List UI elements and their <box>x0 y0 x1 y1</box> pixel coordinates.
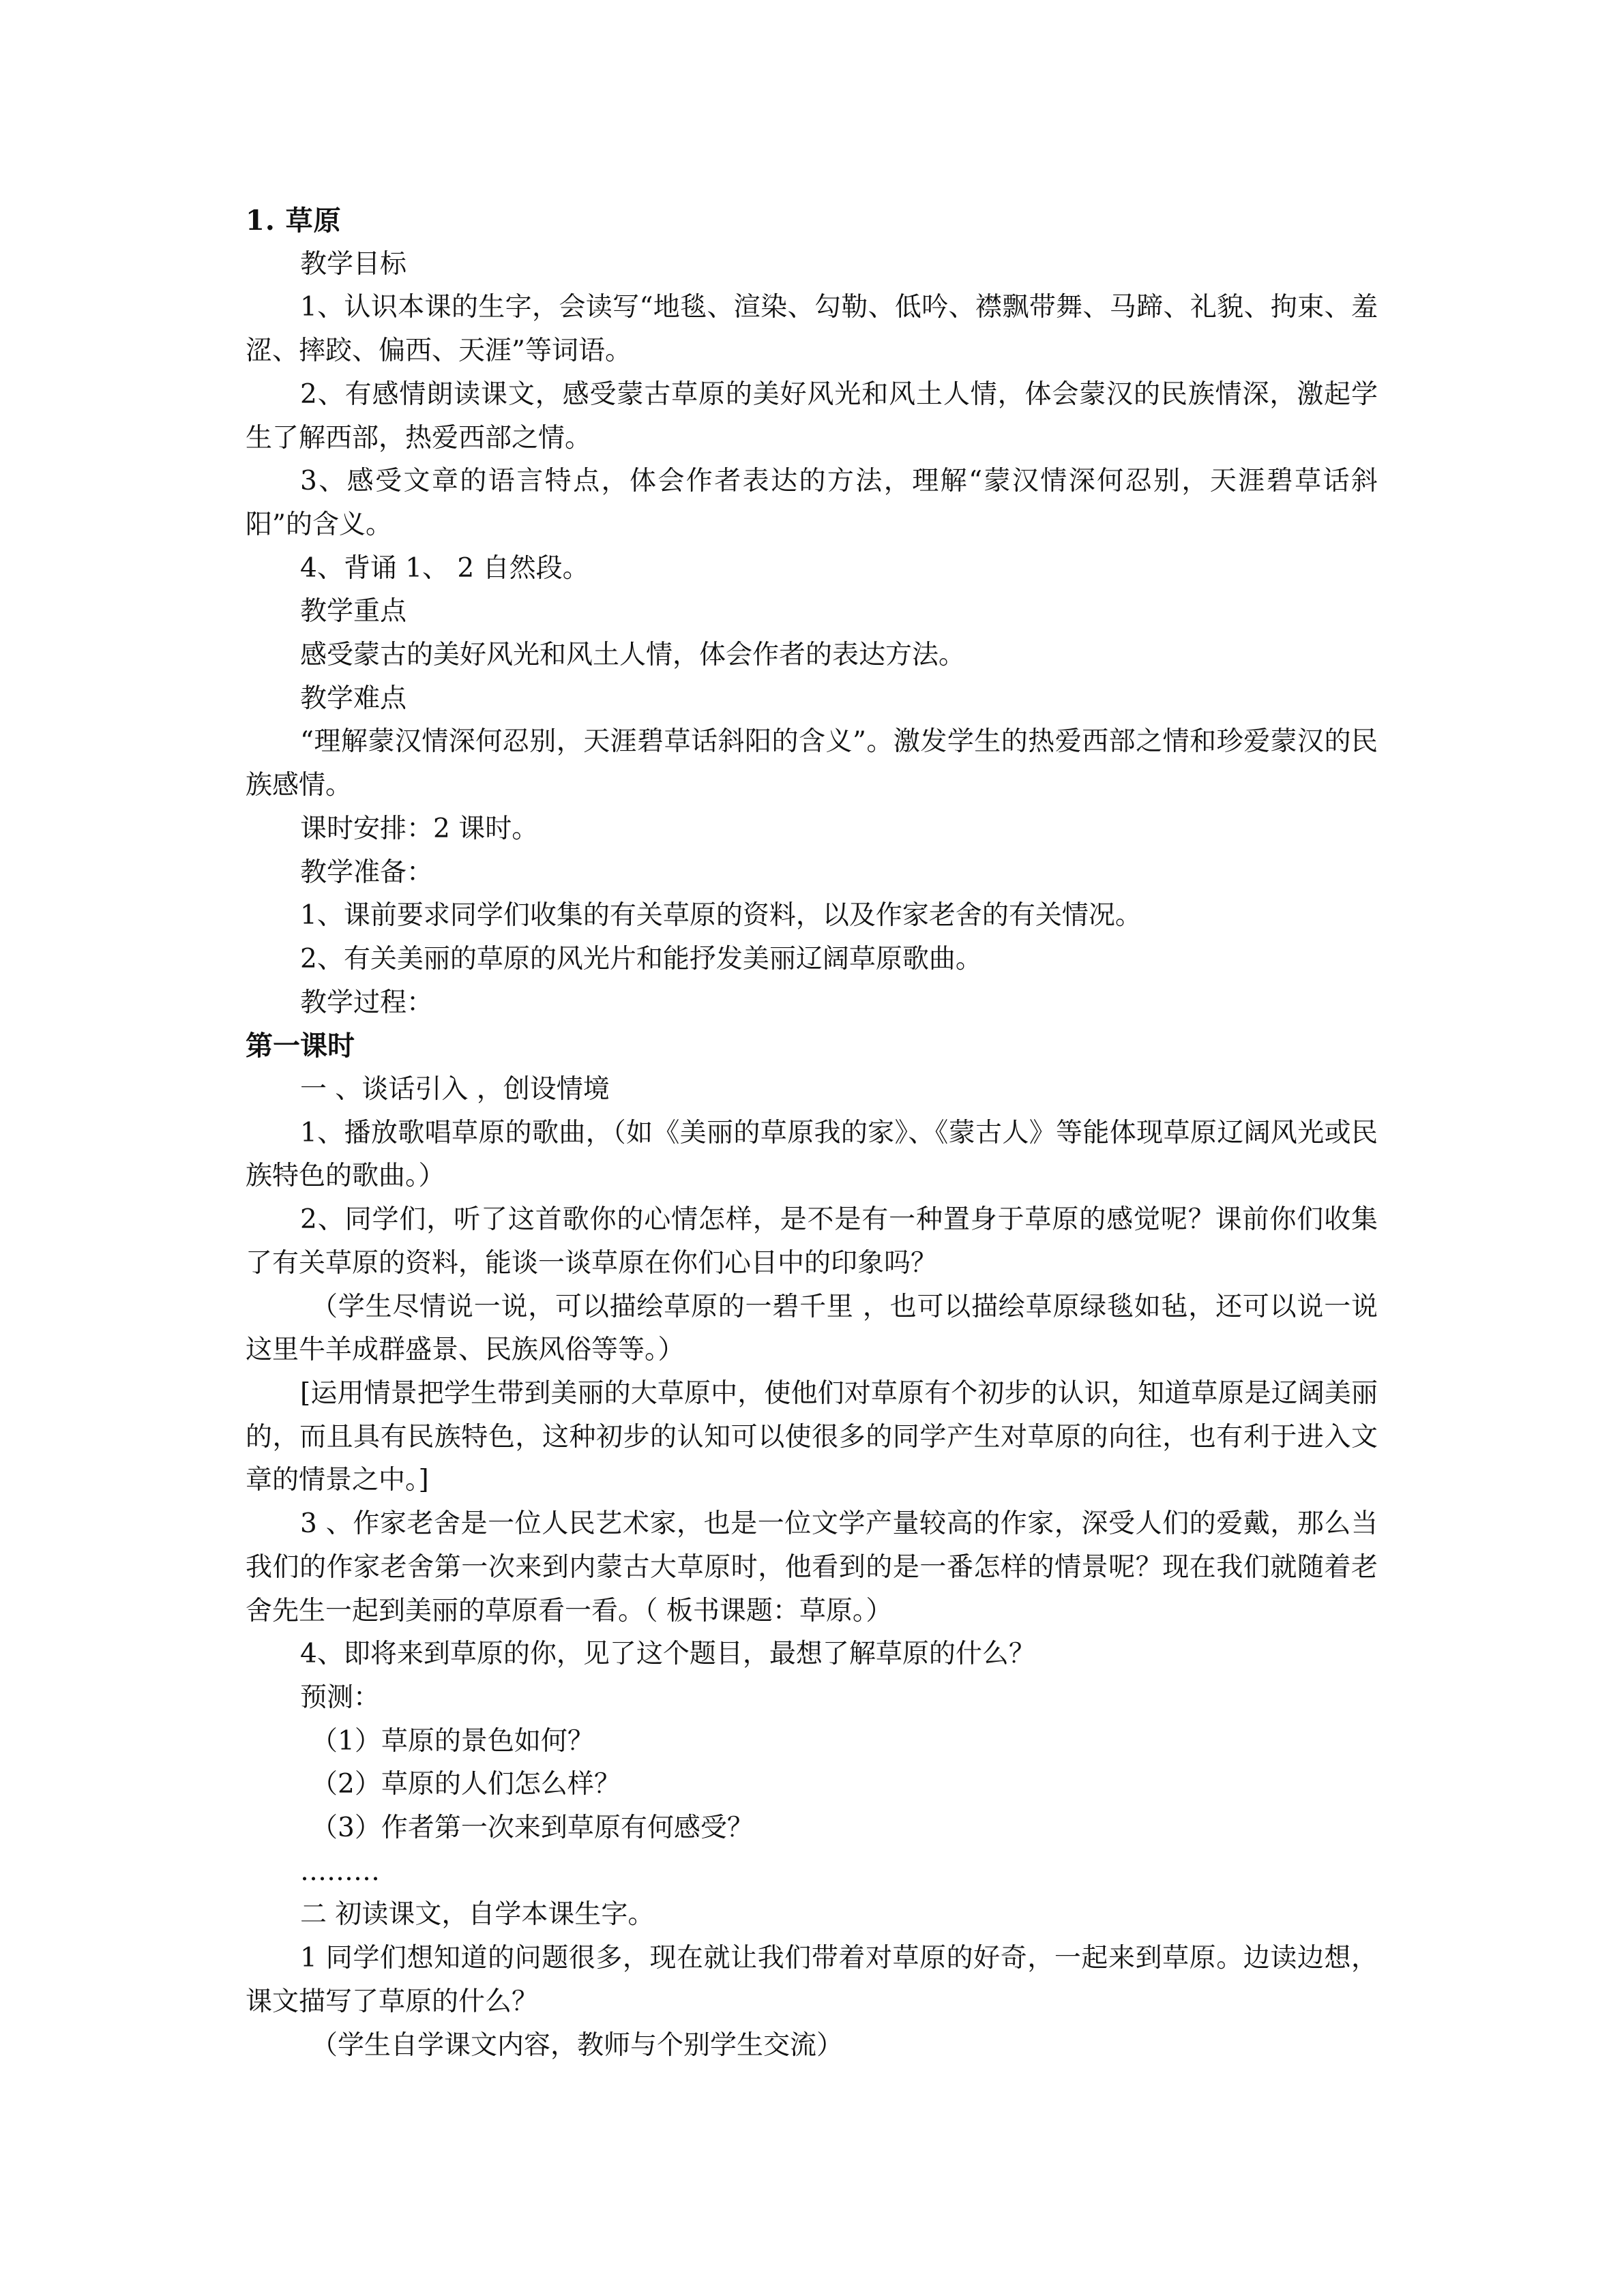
goal-2: 2、有感情朗读课文，感受蒙古草原的美好风光和风土人情，体会蒙汉的民族情深，激起学生了解西部，热爱西部之情。 <box>246 378 1378 453</box>
preparation-heading: 教学准备： <box>300 856 434 888</box>
ellipsis: ……… <box>300 1855 380 1887</box>
goal-4: 4、背诵 1、 2 自然段。 <box>300 552 589 584</box>
step-1-3: 3 、作家老舍是一位人民艺术家，也是一位文学产量较高的作家，深受人们的爱戴，那么当我们的作家老舍第一次来到内蒙古大草原时，他看到的是一番怎样的情景呢？现在我们就随着老舍先生一起到美丽的草原看一看。（ 板书课题：草原。） <box>246 1508 1378 1626</box>
step-1-heading: 一 、谈话引入 ，创设情境 <box>300 1074 610 1105</box>
prediction-3: （3）作者第一次来到草原有何感受？ <box>311 1813 754 1844</box>
goals-heading: 教学目标 <box>300 248 407 280</box>
key-points-text: 感受蒙古的美好风光和风土人情，体会作者的表达方法。 <box>300 640 966 671</box>
preparation-1: 1、课前要求同学们收集的有关草原的资料，以及作家老舍的有关情况。 <box>300 900 1142 931</box>
section-title-first-lesson: 第一课时 <box>246 1030 355 1062</box>
step-1-comment: [运用情景把学生带到美丽的大草原中，使他们对草原有个初步的认识，知道草原是辽阔美丽的，而且具有民族特色，这种初步的认知可以使很多的同学产生对草原的向往，也有利于进入文章的情景之中。] <box>246 1377 1378 1496</box>
step-1-2-note: （学生尽情说一说，可以描绘草原的一碧千里 ，也可以描绘草原绿毯如毡，还可以说一说这里牛羊成群盛景、民族风俗等等。） <box>246 1291 1378 1366</box>
goal-1: 1、认识本课的生字，会读写“地毯、渲染、勾勒、低吟、襟飘带舞、马蹄、礼貌、拘束、羞涩、摔跤、偏西、天涯”等词语。 <box>246 292 1378 367</box>
difficulty-heading: 教学难点 <box>300 683 407 714</box>
prediction-2: （2）草原的人们怎么样？ <box>311 1769 621 1800</box>
document-title: 1. 草原 <box>246 205 342 237</box>
goal-3: 3、感受文章的语言特点，体会作者表达的方法，理解“蒙汉情深何忍别，天涯碧草话斜阳”的含义。 <box>246 466 1378 540</box>
step-2-heading: 二 初读课文，自学本课生字。 <box>300 1899 655 1930</box>
difficulty-text: “理解蒙汉情深何忍别，天涯碧草话斜阳的含义”。激发学生的热爱西部之情和珍爱蒙汉的民族感情。 <box>246 726 1378 801</box>
step-1-2: 2、同学们，听了这首歌你的心情怎样，是不是有一种置身于草原的感觉呢？课前你们收集了有关草原的资料，能谈一谈草原在你们心目中的印象吗？ <box>246 1204 1378 1279</box>
step-2-1-note: （学生自学课文内容，教师与个别学生交流） <box>311 2029 844 2061</box>
prediction-1: （1）草原的景色如何？ <box>311 1725 594 1757</box>
key-points-heading: 教学重点 <box>300 596 407 627</box>
preparation-2: 2、有关美丽的草原的风光片和能抒发美丽辽阔草原歌曲。 <box>300 943 982 974</box>
prediction-heading: 预测： <box>300 1682 381 1713</box>
schedule: 课时安排：2 课时。 <box>300 813 539 844</box>
process-heading: 教学过程： <box>300 987 434 1018</box>
document-body <box>246 199 1378 2067</box>
step-1-1: 1、播放歌唱草原的歌曲，（如《美丽的草原我的家》、《蒙古人》等能体现草原辽阔风光或民族特色的歌曲。） <box>246 1117 1378 1192</box>
step-2-1: 1 同学们想知道的问题很多，现在就让我们带着对草原的好奇，一起来到草原。边读边想，课文描写了草原的什么？ <box>246 1943 1378 2017</box>
step-1-4: 4、即将来到草原的你，见了这个题目，最想了解草原的什么？ <box>300 1639 1035 1670</box>
